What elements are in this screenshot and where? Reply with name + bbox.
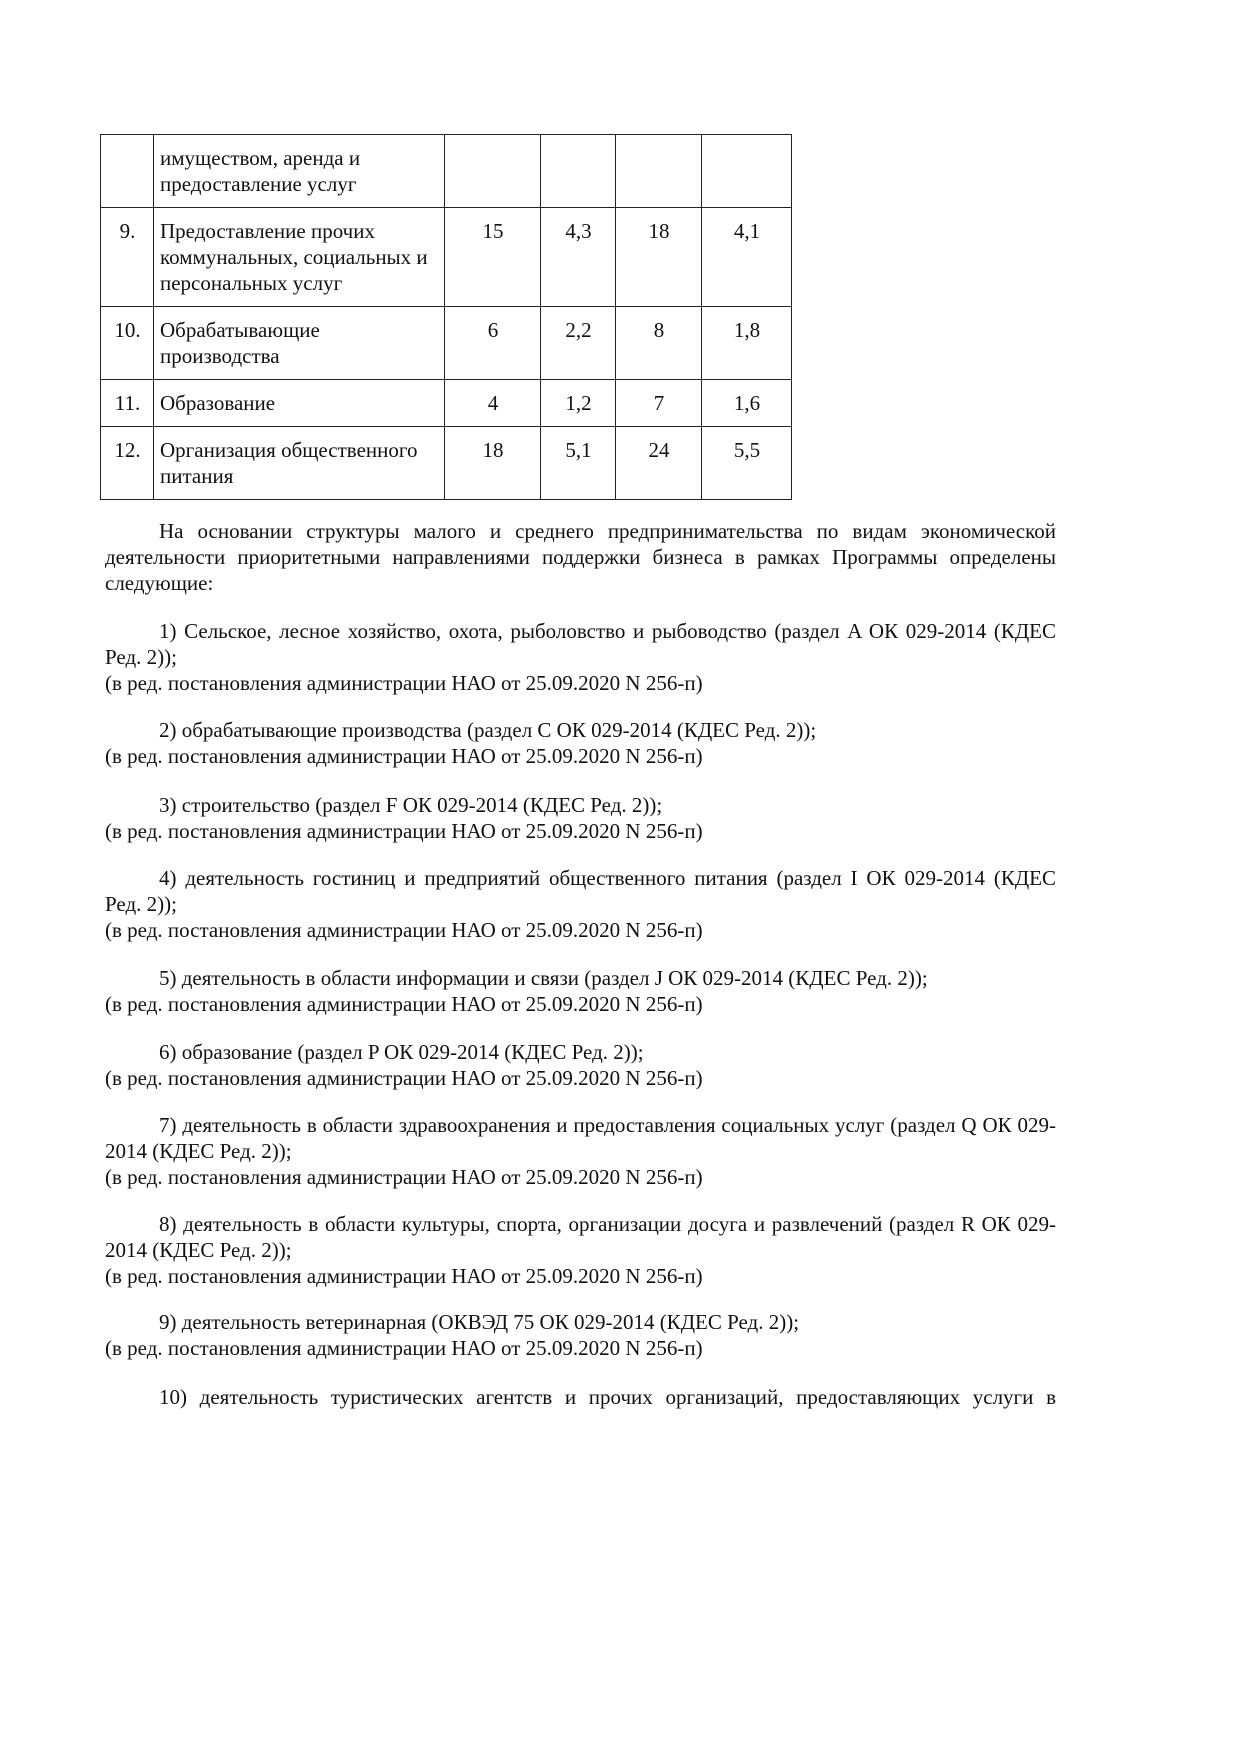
priority-item-2 — [105, 717, 1056, 769]
amendment-note: (в ред. постановления администрации НАО от 25.09.2020 N 256-п) — [105, 992, 703, 1016]
item-text: 2) обрабатывающие производства (раздел C ОК 029-2014 (КДЕС Ред. 2)); — [159, 718, 817, 742]
item-text: 5) деятельность в области информации и связи (раздел J ОК 029-2014 (КДЕС Ред. 2)); — [159, 966, 928, 990]
amendment-note: (в ред. постановления администрации НАО от 25.09.2020 N 256-п) — [105, 819, 703, 843]
amendment-note: (в ред. постановления администрации НАО от 25.09.2020 N 256-п) — [105, 918, 703, 942]
value-cell: 24 — [616, 427, 702, 500]
value-cell: 4 — [445, 380, 541, 427]
priority-item-10 — [105, 1384, 1056, 1410]
priority-item-9 — [105, 1309, 1056, 1361]
value-cell: 2,2 — [541, 307, 616, 380]
amendment-note: (в ред. постановления администрации НАО от 25.09.2020 N 256-п) — [105, 1066, 703, 1090]
priority-item-7 — [105, 1112, 1056, 1190]
row-number — [101, 135, 154, 208]
activity-name: имуществом, аренда и предоставление услуг — [154, 135, 445, 208]
table-row — [101, 208, 792, 307]
item-text: 10) деятельность туристических агентств и прочих организаций, предоставляющих услуги в — [159, 1385, 1056, 1409]
value-cell: 15 — [445, 208, 541, 307]
value-cell: 1,2 — [541, 380, 616, 427]
value-cell: 5,1 — [541, 427, 616, 500]
activity-name: Обрабатывающие производства — [154, 307, 445, 380]
value-cell — [541, 135, 616, 208]
value-cell — [616, 135, 702, 208]
value-cell: 1,6 — [702, 380, 792, 427]
value-cell: 18 — [445, 427, 541, 500]
amendment-note: (в ред. постановления администрации НАО от 25.09.2020 N 256-п) — [105, 744, 703, 768]
activity-name: Предоставление прочих коммунальных, социальных и персональных услуг — [154, 208, 445, 307]
table-row — [101, 135, 792, 208]
value-cell: 4,1 — [702, 208, 792, 307]
table-row — [101, 307, 792, 380]
item-text: 8) деятельность в области культуры, спорта, организации досуга и развлечений (раздел R ОК 029-2014 (КДЕС Ред. 2)); — [105, 1212, 1056, 1262]
table-row — [101, 380, 792, 427]
activity-name: Организация общественного питания — [154, 427, 445, 500]
amendment-note: (в ред. постановления администрации НАО от 25.09.2020 N 256-п) — [105, 1165, 703, 1189]
item-text: 4) деятельность гостиниц и предприятий общественного питания (раздел I ОК 029-2014 (КДЕС Ред. 2)); — [105, 866, 1056, 916]
row-number: 9. — [101, 208, 154, 307]
priority-item-5 — [105, 965, 1056, 1017]
value-cell: 8 — [616, 307, 702, 380]
value-cell: 4,3 — [541, 208, 616, 307]
table-row — [101, 427, 792, 500]
priority-item-4 — [105, 865, 1056, 943]
row-number: 12. — [101, 427, 154, 500]
item-text: 1) Сельское, лесное хозяйство, охота, рыболовство и рыбоводство (раздел A ОК 029-2014 (КДЕС Ред. 2)); — [105, 619, 1056, 669]
item-text: 3) строительство (раздел F ОК 029-2014 (КДЕС Ред. 2)); — [159, 793, 663, 817]
row-number: 10. — [101, 307, 154, 380]
value-cell: 7 — [616, 380, 702, 427]
priority-item-8 — [105, 1211, 1056, 1289]
amendment-note: (в ред. постановления администрации НАО от 25.09.2020 N 256-п) — [105, 1264, 703, 1288]
priority-item-1 — [105, 618, 1056, 696]
value-cell: 5,5 — [702, 427, 792, 500]
amendment-note: (в ред. постановления администрации НАО от 25.09.2020 N 256-п) — [105, 671, 703, 695]
activity-name: Образование — [154, 380, 445, 427]
activity-structure-table — [100, 134, 792, 500]
value-cell: 6 — [445, 307, 541, 380]
value-cell — [445, 135, 541, 208]
item-text: 7) деятельность в области здравоохранения и предоставления социальных услуг (раздел Q ОК 029-2014 (КДЕС Ред. 2)); — [105, 1113, 1056, 1163]
amendment-note: (в ред. постановления администрации НАО от 25.09.2020 N 256-п) — [105, 1336, 703, 1360]
item-text: 6) образование (раздел P ОК 029-2014 (КДЕС Ред. 2)); — [159, 1040, 644, 1064]
value-cell: 18 — [616, 208, 702, 307]
value-cell — [702, 135, 792, 208]
priority-item-6 — [105, 1039, 1056, 1091]
row-number: 11. — [101, 380, 154, 427]
value-cell: 1,8 — [702, 307, 792, 380]
priority-item-3 — [105, 792, 1056, 844]
item-text: 9) деятельность ветеринарная (ОКВЭД 75 ОК 029-2014 (КДЕС Ред. 2)); — [159, 1310, 800, 1334]
intro-text: На основании структуры малого и среднего предпринимательства по видам экономической деятельности приоритетными направлениями поддержки бизнеса в рамках Программы определены следующие: — [105, 519, 1056, 595]
intro-paragraph — [105, 518, 1056, 596]
